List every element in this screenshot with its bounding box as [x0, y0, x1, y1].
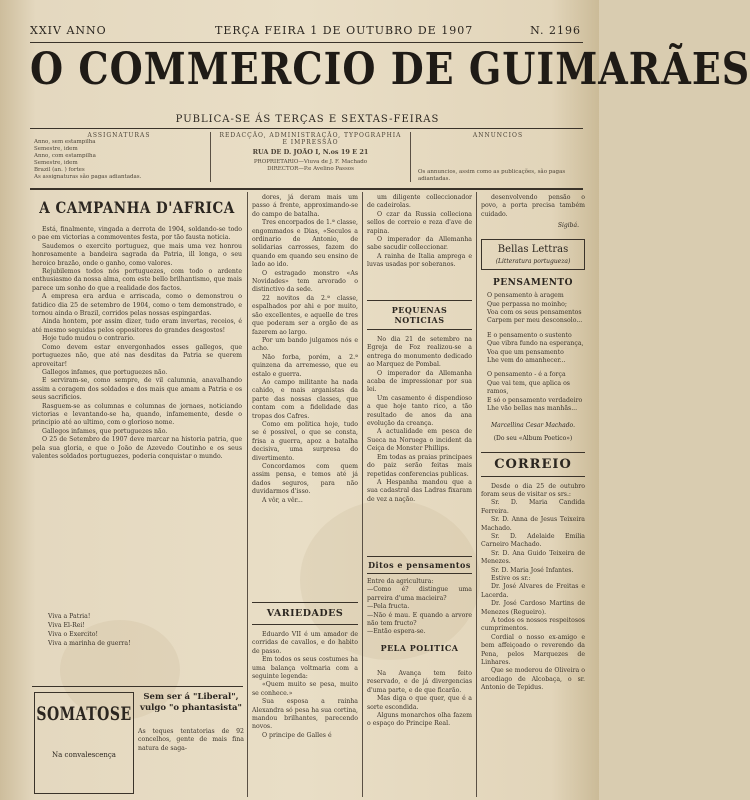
cheer-line: Viva o Exercito! [48, 631, 98, 638]
paragraph: No dia 21 de setembro na Egreja de Foz realizou-se a entrega do monumento dedicado ao Marquez de Pombal. [367, 336, 472, 369]
poem-body [481, 292, 585, 413]
paragraph: A Hespanha mandou que a sua cadastral das Ladras fixaram de vez a nação. [367, 478, 472, 503]
issue-date: TERÇA FEIRA 1 DE OUTUBRO DE 1907 [215, 24, 474, 37]
redaction-address: RUA DE D. JOÃO I, N.os 19 E 21 [252, 148, 369, 156]
poem-line: Carpem per meu desconsolo... [487, 317, 583, 325]
redaction-title: REDACÇÃO, ADMINISTRAÇÃO, TYPOGRAPHIA E IMPRESSÃO [219, 132, 402, 146]
subscription-line: As assignaturas são pagas adiantadas. [34, 174, 142, 180]
paragraph: Gallegos infames, que portuguezes não. [42, 427, 168, 435]
paragraph: Um casamento é dispendioso a que hoje tanto rico, a tão resultado de anos da ana evolução da creança. [367, 394, 472, 428]
paragraph: O imperador da Allemanha sabe sacudir colleccionar. [367, 236, 472, 252]
paragraph: 22 novitos da 2.ª classe, espalhados por ahi e por muito, são excellentes, e aquelle de tres que poderam ser a orgão de as fazerem ao largo. [252, 294, 358, 336]
paragraph: Saudemos o exercito portuguez, que mais uma vez honrou honrosamente a bandeira sagrada da Patria, ill longa, o seu heroico brazão, onde o ganho, como valores. [32, 242, 242, 267]
paragraph: Concordamos com quem assim pensa, e temos até já dados seguros, para não duvidarmos d'isso. [252, 463, 358, 496]
paragraph: Mas diga o que quer, que é a sorte escondida. [367, 695, 472, 711]
paragraph: Ao campo militante ha nada cahido, e mais arganistas da parte das nossas classes, que contam com a fidelidade das tropas dos Cafres. [252, 378, 358, 420]
poem-line: Voa que um pensamento [487, 348, 564, 356]
paragraph: dores, já deram mais um passo á frente, approximando-se do campo de batalha. [252, 194, 358, 218]
bellas-lettras-box [481, 239, 585, 270]
pequenas-noticias-section [367, 300, 472, 550]
saying-line: Entre da agricultura: [367, 578, 434, 585]
paragraph: Ainda hontem, por assim dizer, tudo eram invertas, receios, é até mesmo seguidas pelos oppositores do grandes desgostos! [32, 318, 242, 334]
phantasista-text: As teques tentatorias de 92 concelhos, gente de mais fina natura de saga- [138, 728, 244, 752]
paragraph: «Quem muito se pesa, muito se conhece.» [252, 681, 358, 697]
column-2-text [252, 194, 358, 594]
paragraph: um diligente colleccionador de cadeirolas. [367, 194, 472, 210]
pequenas-noticias-heading: PEQUENAS NOTICIAS [367, 300, 472, 330]
poem-line: Que vai tem, que aplica os ramos, [487, 379, 570, 396]
poem-line: E só o pensamento verdadeiro [487, 396, 583, 404]
saying-line: —Não é mau. E quando a arvore não tem fructo? [367, 611, 472, 628]
cheers-list [48, 612, 228, 674]
paragraph: Sr. D. Anna de Jesus Teixeira Machado. [481, 516, 585, 532]
poem-line: Lhe vem do amanhecer... [487, 357, 566, 365]
variedades-body [252, 631, 358, 740]
masthead-subtitle: PUBLICA-SE ÁS TERÇAS E SEXTAS-FEIRAS [175, 114, 440, 125]
article-title: A CAMPANHA D'AFRICA [39, 198, 235, 218]
saying-line: —Como é? distingue uma parreira d'uma macieira? [367, 586, 472, 602]
subscription-line: Brazil (an. ) fortes [34, 167, 85, 173]
column-divider [247, 192, 248, 797]
paragraph: Sr. D. Ana Guido Teixeira de Menezes. [481, 549, 585, 566]
paragraph: O 25 de Setembro de 1907 deve marcar na historia patria, que pela sua gloria, e que o João de Azevedo Coutinho e os seus valentes soldados portuguezes, poderia conquistar o mundo. [32, 436, 242, 460]
paragraph: Por um bando julgamos nós e acho. [252, 336, 358, 353]
article-campanha [32, 196, 242, 606]
poem-title: PENSAMENTO [493, 278, 573, 289]
paragraph: Rasguem-se as columnas e columnas de jornaes, noticiando victorias e levantando-se ha, quando, infamemente, desde o principio até ao ultimo, com o glorioso nome. [32, 402, 242, 427]
infobar-bottom-rule [30, 188, 583, 190]
subscription-line: Semestre, idem [34, 146, 78, 152]
article-body [32, 226, 242, 461]
paragraph: O imperador da Allemanha acaba de impressionar por sua lei. [367, 369, 472, 394]
paragraph: Desde o dia 25 de outubro foram seus de visitar os srs.: [481, 482, 585, 498]
paragraph: O czar da Russia colleciona sellos de correio e reza d'ave de rapina. [367, 210, 472, 235]
poem-line: O pensamento - é a força [487, 371, 566, 379]
paragraph: Em todos os seus costumes ha uma balança voltmaria com a seguinte legenda: [252, 656, 358, 681]
poem-line: Voa com os seus pensamentos [487, 309, 582, 317]
paragraph: Eduardo VII é um amador de corridas de cavallos, e do habito de passo. [252, 631, 358, 655]
header-topline [30, 24, 581, 40]
saying-line: —Pela fructa. [367, 603, 410, 611]
paragraph: A rainha de Italia amprega e luvas usadas por soberanos. [367, 252, 472, 269]
ad-rule [32, 686, 243, 687]
correio-body [481, 483, 585, 693]
paragraph: A empresa era ardua e arriscada, como o demonstrou o fatidico dia 25 de setembro de 1904, como o tem demonstrado, e tornou ainda o Brazil, corridos pelas nossas espingardas. [32, 293, 242, 318]
saying-line: —Então espera-se. [367, 628, 426, 636]
paragraph: Sua esposa a rainha Alexandra só pesa ha sua cortina, mandou brilhantes, parecendo novos. [252, 698, 358, 731]
redaction-box [218, 132, 403, 188]
paragraph: Tres encorpados de 1.ª classe, engommados e Dias, «Seculos a ordinario de Antonio, de solidarias carrosses, fazem do quando em quando seu ensino de lado ao ido. [252, 219, 358, 269]
poem-author: Marcellina Cesar Machado. [491, 421, 575, 429]
subscription-line: Semestre, idem [34, 160, 78, 166]
pela-politica-section [367, 640, 472, 796]
poem-line: Que vibra fundo na esperança, [487, 340, 584, 348]
phantasista-article [138, 692, 244, 792]
somatose-ad [34, 692, 134, 794]
ditos-heading: Ditos e pensamentos [367, 556, 472, 574]
column-4-intro [481, 194, 585, 219]
paragraph: Não forba, porém, a 2.ª quinzena da arremesso, que eu estalo e guerra. [252, 353, 358, 378]
subscription-line: Anno, com estampilha [34, 153, 96, 159]
paragraph: Alguns monarchos olha fazem o espaço do Principe Real. [367, 712, 472, 728]
paragraph: Como devem estar envergonhados esses gallegos, que portuguezes não, que até nas desditas da Patria se querem aproveitar! [32, 343, 242, 368]
ditos-section [367, 556, 472, 636]
cheer-line: Viva a marinha de guerra! [48, 640, 131, 647]
paragraph: O principe de Galles é [262, 731, 332, 739]
paragraph: Sr. D. Maria José Infantes. [491, 566, 574, 574]
paragraph: Hoje tudo mudou o contrario. [42, 335, 135, 343]
poem-line: E o pensamento o sustento [487, 331, 572, 339]
paragraph: Em todas as praias principaes do paiz serão feitas mais repetidas conferencias publicas. [367, 453, 472, 478]
variedades-section [252, 602, 358, 796]
info-divider [410, 132, 411, 182]
paragraph: Rejubilemos todos nós portuguezes, com todo o ardente enthusiasmo da nossa alma, com este bello brilhantismo, que mais parece um sonho do que a realidade dos factos. [32, 268, 242, 292]
ditos-body [367, 578, 472, 637]
paragraph: Como em politica hoje, tudo se é possivel, o que se consta, frisa a guerra, apoz a batalha decisiva, uma surpresa do divertimento. [252, 420, 358, 462]
paragraph: E serviram-se, como sempre, de vil calumnia, anavalhando assim a coragem dos soldados e dos mais que amam a Patria e os seus sacrificios. [32, 377, 242, 402]
proprietor-line: PROPRIETARIO—Viuva de J. F. Machado [253, 159, 368, 165]
paragraph: Está, finalmente, vingada a derrota de 1904, soldando-se todo o pae em victorias a commoventes festa, por tão fausta noticia. [32, 226, 242, 242]
paragraph: A todos os nossos respeitosos cumprimentos. [481, 617, 585, 633]
pela-politica-heading: PELA POLITICA [380, 643, 459, 653]
paragraph: A vôr, a vêr... [262, 496, 303, 504]
issue-number: N. 2196 [530, 24, 581, 37]
director-line: DIRECTOR—P.e Avelino Passos [267, 166, 354, 172]
poem-line: Que perpassa no moinho; [487, 300, 567, 308]
correio-heading: CORREIO [481, 452, 585, 477]
paragraph: Sr. D. Maria Candida Ferreira. [481, 499, 585, 515]
ads-note: Os annuncios, assim como as publicações, são pagas adiantadas. [418, 169, 566, 182]
info-divider [210, 132, 211, 182]
paragraph: A actualidade em pesca de Sueca na Noruega o incident da Ceiça de Monster Phillips. [367, 428, 472, 453]
paragraph: Dr. José Cardoso Martins de Menezes (Regueiro). [481, 600, 585, 616]
somatose-title: SOMATOSE [36, 704, 132, 726]
variedades-heading: VARIEDADES [252, 602, 358, 625]
issue-year: XXIV ANNO [30, 24, 107, 37]
paragraph: Estive os sr.: [491, 574, 531, 582]
signature: Sigibá. [557, 222, 579, 230]
paragraph: Que se moderou de Oliveira o arcediago de Alcobaça, o sr. Antonio de Tepidus. [481, 667, 585, 692]
ads-box [418, 132, 578, 188]
cheer-line: Viva El-Rei! [48, 622, 85, 629]
paragraph: Na Avança tem feito reservado, e de já divergencias d'uma parte, e de que ficarão. [367, 670, 472, 694]
paragraph: Sr. D. Adelaide Emilia Carneiro Machado. [481, 532, 585, 549]
subscriptions-box [34, 132, 204, 188]
masthead-title: O COMMERCIO DE GUIMARÃES [30, 42, 750, 95]
info-bar [30, 128, 583, 188]
paragraph: desenvolvendo pensão o povo, a porta precisa também cuidado. [481, 194, 585, 218]
bellas-lettras-heading: Bellas Lettras [497, 244, 569, 256]
paragraph: Cordial o nosso ex-amigo e bem affeiçoado o reverendo da Pena, pelos Marquezes de Linhares. [481, 633, 585, 667]
paragraph: O estragado monstro «As Novidades» tem arvorado o distinctivo da sede. [252, 269, 358, 294]
column-divider [476, 192, 477, 797]
column-4 [481, 194, 585, 796]
paragraph: Dr. José Alvares de Freitas e Lacerda. [481, 583, 585, 599]
poem-line: O pensamento à aragem [487, 292, 564, 300]
pequenas-noticias-body [367, 336, 472, 504]
cheer-line: Viva a Patria! [48, 613, 91, 620]
somatose-subtitle: Na convalescença [52, 751, 116, 759]
phantasista-title: Sem ser á "Liberal", vulgo "o phantasista" [140, 692, 242, 713]
pela-politica-body [367, 670, 472, 729]
poem-line: Lhe vão bellas nas manhãs... [487, 405, 578, 413]
column-3-top [367, 194, 472, 296]
subscriptions-title: ASSIGNATURAS [87, 132, 151, 139]
ads-title: ANNUNCIOS [472, 132, 524, 139]
bellas-lettras-sub: (Litteratura portugueza) [495, 258, 571, 266]
paragraph: Gallegos infames, que portuguezes não. [42, 368, 168, 376]
column-divider [362, 192, 363, 797]
poem-source: (Do seu «Album Poetico») [493, 434, 573, 442]
subscription-line: Anno, sem estampilha [34, 139, 96, 145]
